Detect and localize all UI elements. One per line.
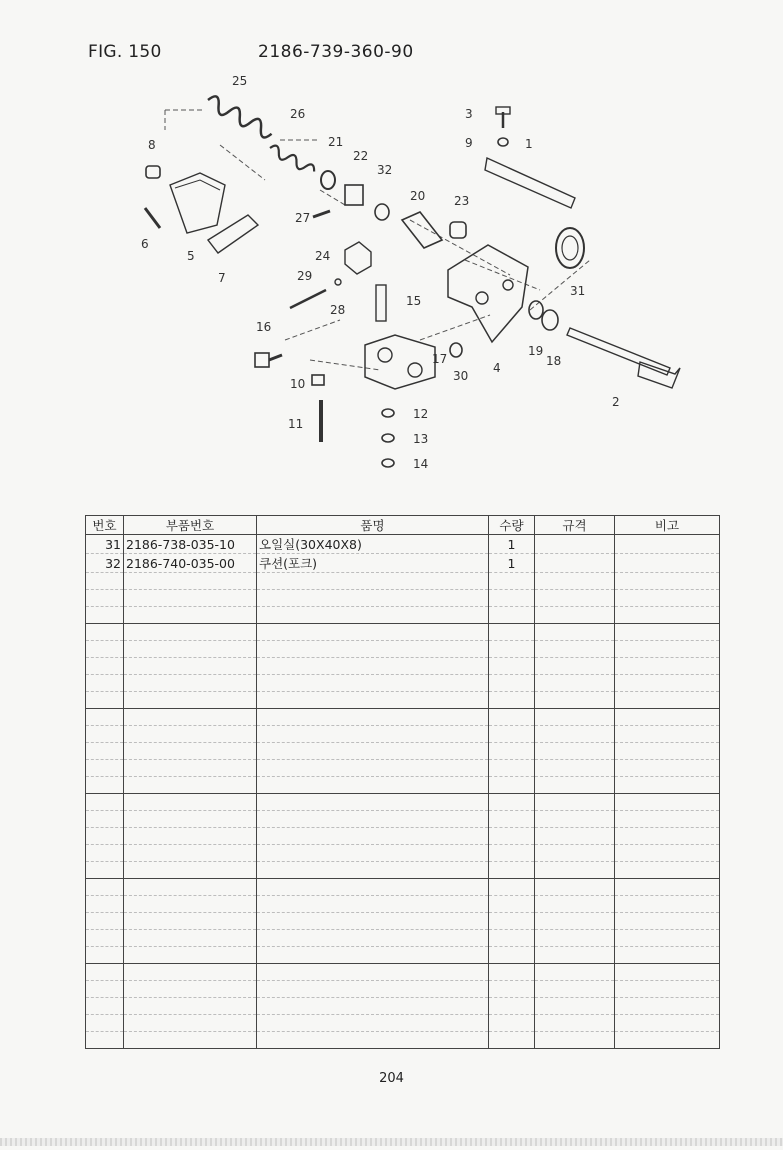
col-header-spec: 규격 — [535, 516, 615, 535]
cell-no — [86, 641, 124, 658]
cell-part-no — [124, 777, 257, 794]
cell-part-no — [124, 709, 257, 726]
table-row — [86, 692, 720, 709]
cell-qty — [489, 981, 535, 998]
cell-name — [257, 760, 489, 777]
cell-remarks — [615, 573, 720, 590]
cell-part-no — [124, 947, 257, 964]
scan-artifact-strip — [0, 1138, 783, 1146]
cell-name — [257, 692, 489, 709]
cell-spec — [535, 896, 615, 913]
cell-no: 31 — [86, 535, 124, 554]
cell-no — [86, 794, 124, 811]
cell-part-no — [124, 879, 257, 896]
cell-remarks — [615, 794, 720, 811]
cell-qty — [489, 777, 535, 794]
cell-name — [257, 709, 489, 726]
cell-part-no — [124, 998, 257, 1015]
cell-qty — [489, 913, 535, 930]
cell-no — [86, 573, 124, 590]
cell-no — [86, 777, 124, 794]
cell-spec — [535, 658, 615, 675]
cell-part-no — [124, 590, 257, 607]
cell-qty — [489, 896, 535, 913]
callout-4: 4 — [493, 361, 501, 375]
cell-qty — [489, 624, 535, 641]
cell-remarks — [615, 535, 720, 554]
callout-1: 1 — [525, 137, 533, 151]
callout-28: 28 — [330, 303, 346, 317]
table-row — [86, 641, 720, 658]
cell-name — [257, 981, 489, 998]
cell-qty — [489, 641, 535, 658]
table-row — [86, 913, 720, 930]
figure-label: FIG. 150 — [88, 42, 162, 62]
cell-qty — [489, 998, 535, 1015]
cell-remarks — [615, 777, 720, 794]
table-row — [86, 624, 720, 641]
cell-qty — [489, 845, 535, 862]
cell-name — [257, 896, 489, 913]
cell-part-no — [124, 930, 257, 947]
cell-remarks — [615, 913, 720, 930]
cell-spec — [535, 554, 615, 573]
callout-22: 22 — [353, 149, 369, 163]
cell-qty — [489, 607, 535, 624]
cell-part-no — [124, 607, 257, 624]
cell-name — [257, 947, 489, 964]
cell-qty — [489, 828, 535, 845]
cell-name — [257, 624, 489, 641]
cell-name — [257, 1032, 489, 1049]
cell-part-no — [124, 641, 257, 658]
cell-no — [86, 913, 124, 930]
callout-8: 8 — [148, 138, 156, 152]
cell-qty — [489, 930, 535, 947]
callout-24: 24 — [315, 249, 331, 263]
table-row — [86, 947, 720, 964]
cell-name — [257, 573, 489, 590]
cell-qty — [489, 862, 535, 879]
cell-remarks — [615, 845, 720, 862]
cell-remarks — [615, 726, 720, 743]
cell-remarks — [615, 743, 720, 760]
assembly-number: 2186-739-360-90 — [258, 42, 414, 62]
cell-no — [86, 964, 124, 981]
cell-name — [257, 607, 489, 624]
callout-9: 9 — [465, 136, 473, 150]
table-row — [86, 777, 720, 794]
cell-no — [86, 760, 124, 777]
callout-12: 12 — [413, 407, 429, 421]
cell-spec — [535, 760, 615, 777]
cell-name — [257, 675, 489, 692]
cell-spec — [535, 641, 615, 658]
callout-14: 14 — [413, 457, 429, 471]
table-row — [86, 726, 720, 743]
cell-no — [86, 930, 124, 947]
col-header-part-name: 품명 — [257, 516, 489, 535]
cell-no — [86, 743, 124, 760]
cell-part-no — [124, 624, 257, 641]
cell-remarks — [615, 692, 720, 709]
cell-part-no — [124, 1015, 257, 1032]
cell-qty: 1 — [489, 554, 535, 573]
table-row — [86, 760, 720, 777]
cell-name — [257, 862, 489, 879]
cell-spec — [535, 794, 615, 811]
cell-qty: 1 — [489, 535, 535, 554]
table-row — [86, 709, 720, 726]
cell-part-no: 2186-740-035-00 — [124, 554, 257, 573]
table-row — [86, 879, 720, 896]
cell-name — [257, 828, 489, 845]
cell-part-no — [124, 913, 257, 930]
cell-no — [86, 590, 124, 607]
cell-qty — [489, 726, 535, 743]
cell-spec — [535, 913, 615, 930]
table-row — [86, 811, 720, 828]
table-row — [86, 573, 720, 590]
cell-remarks — [615, 607, 720, 624]
cell-spec — [535, 743, 615, 760]
cell-part-no — [124, 794, 257, 811]
callout-15: 15 — [406, 294, 422, 308]
cell-spec — [535, 964, 615, 981]
table-row — [86, 1015, 720, 1032]
table-row — [86, 828, 720, 845]
cell-qty — [489, 590, 535, 607]
table-row — [86, 743, 720, 760]
cell-name — [257, 930, 489, 947]
cell-no — [86, 845, 124, 862]
callout-29: 29 — [297, 269, 313, 283]
cell-name — [257, 811, 489, 828]
cell-qty — [489, 743, 535, 760]
cell-spec — [535, 607, 615, 624]
cell-name: 오일실(30X40X8) — [257, 535, 489, 554]
cell-name — [257, 913, 489, 930]
cell-spec — [535, 709, 615, 726]
col-header-part-number: 부품번호 — [124, 516, 257, 535]
cell-part-no — [124, 760, 257, 777]
cell-qty — [489, 1032, 535, 1049]
cell-part-no — [124, 964, 257, 981]
cell-no — [86, 675, 124, 692]
cell-spec — [535, 879, 615, 896]
cell-remarks — [615, 811, 720, 828]
cell-remarks — [615, 1015, 720, 1032]
cell-remarks — [615, 828, 720, 845]
callout-21: 21 — [328, 135, 344, 149]
cell-name — [257, 590, 489, 607]
callout-16: 16 — [256, 320, 272, 334]
cell-name — [257, 777, 489, 794]
cell-name — [257, 964, 489, 981]
cell-part-no — [124, 726, 257, 743]
cell-no — [86, 896, 124, 913]
page-number: 204 — [379, 1071, 404, 1086]
cell-spec — [535, 811, 615, 828]
callout-27: 27 — [295, 211, 311, 225]
cell-part-no — [124, 658, 257, 675]
cell-name — [257, 743, 489, 760]
table-row — [86, 675, 720, 692]
cell-spec — [535, 675, 615, 692]
cell-no — [86, 998, 124, 1015]
cell-spec — [535, 845, 615, 862]
cell-spec — [535, 981, 615, 998]
cell-qty — [489, 1015, 535, 1032]
table-header-row — [86, 516, 720, 535]
cell-remarks — [615, 760, 720, 777]
cell-spec — [535, 590, 615, 607]
cell-qty — [489, 964, 535, 981]
cell-remarks — [615, 896, 720, 913]
callout-11: 11 — [288, 417, 304, 431]
cell-remarks — [615, 1032, 720, 1049]
callout-31: 31 — [570, 284, 586, 298]
col-header-quantity: 수량 — [489, 516, 535, 535]
cell-no — [86, 624, 124, 641]
cell-no — [86, 692, 124, 709]
cell-part-no — [124, 981, 257, 998]
cell-name — [257, 658, 489, 675]
col-header-remarks: 비고 — [615, 516, 720, 535]
cell-qty — [489, 658, 535, 675]
cell-remarks — [615, 641, 720, 658]
cell-no: 32 — [86, 554, 124, 573]
cell-name — [257, 726, 489, 743]
callout-3: 3 — [465, 107, 473, 121]
cell-remarks — [615, 590, 720, 607]
cell-remarks — [615, 675, 720, 692]
cell-name — [257, 998, 489, 1015]
cell-part-no — [124, 573, 257, 590]
cell-no — [86, 879, 124, 896]
callout-10: 10 — [290, 377, 306, 391]
cell-part-no — [124, 675, 257, 692]
cell-no — [86, 726, 124, 743]
cell-name — [257, 845, 489, 862]
cell-qty — [489, 573, 535, 590]
table-row — [86, 554, 720, 573]
cell-no — [86, 1015, 124, 1032]
cell-spec — [535, 573, 615, 590]
cell-spec — [535, 777, 615, 794]
cell-qty — [489, 760, 535, 777]
cell-spec — [535, 947, 615, 964]
table-row — [86, 1032, 720, 1049]
callout-25: 25 — [232, 74, 248, 88]
callout-19: 19 — [528, 344, 544, 358]
cell-no — [86, 709, 124, 726]
table-row — [86, 794, 720, 811]
cell-remarks — [615, 554, 720, 573]
cell-no — [86, 1032, 124, 1049]
cell-remarks — [615, 998, 720, 1015]
cell-no — [86, 828, 124, 845]
col-header-no: 번호 — [86, 516, 124, 535]
cell-qty — [489, 692, 535, 709]
callout-6: 6 — [141, 237, 149, 251]
cell-qty — [489, 879, 535, 896]
callout-26: 26 — [290, 107, 306, 121]
cell-name — [257, 641, 489, 658]
cell-part-no: 2186-738-035-10 — [124, 535, 257, 554]
cell-qty — [489, 794, 535, 811]
cell-qty — [489, 675, 535, 692]
callout-17: 17 — [432, 352, 448, 366]
table-row — [86, 981, 720, 998]
cell-remarks — [615, 862, 720, 879]
table-row — [86, 845, 720, 862]
cell-no — [86, 981, 124, 998]
cell-qty — [489, 709, 535, 726]
callout-13: 13 — [413, 432, 429, 446]
part-callouts — [141, 74, 620, 471]
cell-part-no — [124, 862, 257, 879]
cell-spec — [535, 1015, 615, 1032]
cell-spec — [535, 930, 615, 947]
cell-spec — [535, 692, 615, 709]
table-row — [86, 535, 720, 554]
callout-18: 18 — [546, 354, 562, 368]
cell-qty — [489, 811, 535, 828]
cell-part-no — [124, 811, 257, 828]
cell-no — [86, 607, 124, 624]
cell-part-no — [124, 828, 257, 845]
table-row — [86, 862, 720, 879]
cell-part-no — [124, 896, 257, 913]
cell-name — [257, 794, 489, 811]
cell-remarks — [615, 658, 720, 675]
cell-no — [86, 862, 124, 879]
cell-part-no — [124, 845, 257, 862]
cell-name — [257, 1015, 489, 1032]
cell-remarks — [615, 624, 720, 641]
table-row — [86, 998, 720, 1015]
cell-remarks — [615, 709, 720, 726]
cell-remarks — [615, 879, 720, 896]
cell-part-no — [124, 743, 257, 760]
callout-2: 2 — [612, 395, 620, 409]
callout-20: 20 — [410, 189, 426, 203]
cell-qty — [489, 947, 535, 964]
table-row — [86, 896, 720, 913]
callout-30: 30 — [453, 369, 469, 383]
cell-spec — [535, 828, 615, 845]
parts-list-table — [85, 515, 720, 1049]
cell-name: 쿠션(포크) — [257, 554, 489, 573]
cell-spec — [535, 726, 615, 743]
cell-name — [257, 879, 489, 896]
callout-23: 23 — [454, 194, 470, 208]
table-row — [86, 590, 720, 607]
table-row — [86, 607, 720, 624]
cell-spec — [535, 998, 615, 1015]
cell-spec — [535, 862, 615, 879]
cell-no — [86, 811, 124, 828]
cell-spec — [535, 1032, 615, 1049]
callout-7: 7 — [218, 271, 226, 285]
cell-part-no — [124, 1032, 257, 1049]
cell-remarks — [615, 981, 720, 998]
cell-part-no — [124, 692, 257, 709]
table-row — [86, 964, 720, 981]
cell-remarks — [615, 964, 720, 981]
cell-spec — [535, 624, 615, 641]
exploded-parts-diagram — [130, 70, 690, 480]
cell-remarks — [615, 947, 720, 964]
table-row — [86, 930, 720, 947]
table-row — [86, 658, 720, 675]
callout-32: 32 — [377, 163, 393, 177]
cell-no — [86, 658, 124, 675]
callout-5: 5 — [187, 249, 195, 263]
cell-no — [86, 947, 124, 964]
cell-remarks — [615, 930, 720, 947]
cell-spec — [535, 535, 615, 554]
